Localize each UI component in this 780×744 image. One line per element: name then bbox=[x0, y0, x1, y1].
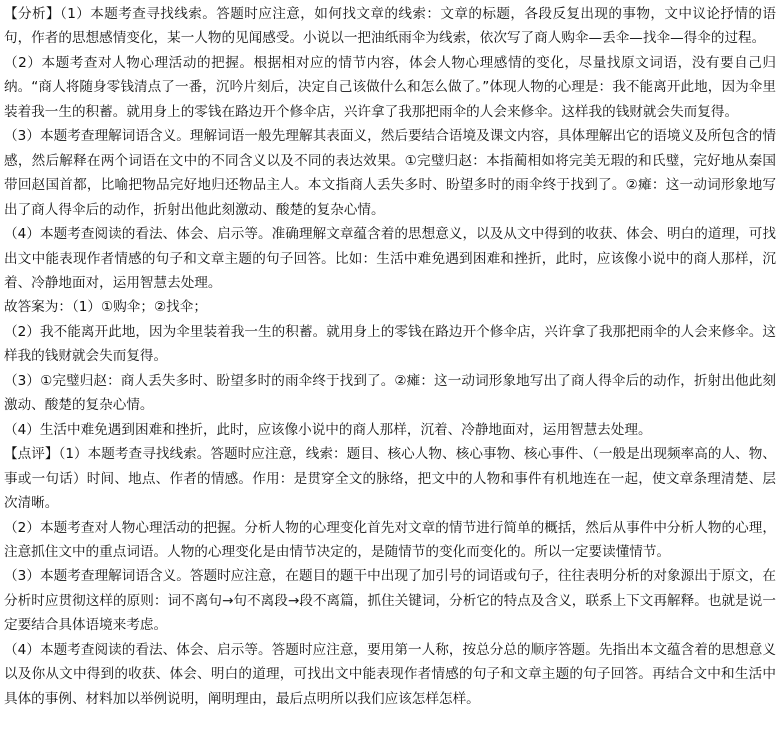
answer-paragraph-1: 故答案为：（1）①购伞；②找伞； bbox=[4, 299, 207, 316]
comment-paragraph-1: 【点评】（1）本题考查寻找线索。答题时应注意，线索：题目、核心人物、核心事物、核心事件、（一般是出现频率高的人、物、事或一句话）时间、地点、作者的情感。作用：是贯穿全文的脉络，把文中的人物和事件有机地连在一起，使文章条理清楚、层次清晰。 bbox=[4, 446, 776, 512]
answer-paragraph-4: （4）生活中难免遇到困难和挫折，此时，应该像小说中的商人那样，沉着、冷静地面对，运用智慧去处理。 bbox=[4, 421, 652, 438]
analysis-paragraph-4: （4）本题考查阅读的看法、体会、启示等。准确理解文章蕴含着的思想意义，以及从文中得到的收获、体会、明白的道理，可找出文中能表现作者情感的句子和文章主题的句子回答。比如：生活中难免遇到困难和挫折，此时，应该像小说中的商人那样，沉着、冷静地面对，运用智慧去处理。 bbox=[4, 226, 776, 291]
comment-paragraph-3: （3）本题考查理解词语含义。答题时应注意，在题目的题干中出现了加引号的词语或句子，往往表明分析的对象源出于原文，在分析时应贯彻这样的原则：词不离句→句不离段→段不离篇，抓住关键词，分析它的特点及含义，联系上下文再解释。也就是说一定要结合具体语境来考虑。 bbox=[4, 568, 776, 634]
comment-paragraph-2: （2）本题考查对人物心理活动的把握。分析人物的心理变化首先对文章的情节进行简单的概括，然后从事件中分析人物的心理，注意抓住文中的重点词语。人物的心理变化是由情节决定的，是随情节的变化而变化的。所以一定要读懂情节。 bbox=[4, 519, 776, 560]
analysis-paragraph-1: 【分析】（1）本题考查寻找线索。答题时应注意，如何找文章的线索：文章的标题，各段反复出现的事物，文中议论抒情的语句，作者的思想感情变化，某一人物的见闻感受。小说以一把油纸雨伞为线索，依次写了商人购伞—丢伞—找伞—得伞的过程。 bbox=[4, 6, 776, 47]
analysis-paragraph-3: （3）本题考查理解词语含义。理解词语一般先理解其表面义，然后要结合语境及课文内容，具体理解出它的语境义及所包含的情感，然后解释在两个词语在文中的不同含义以及不同的表达效果。①完璧归赵：本指蔺相如将完美无瑕的和氏璧，完好地从秦国带回赵国首都，比喻把物品完好地归还物品主人。本文指商人丢失多时、盼望多时的雨伞终于找到了。②瘫：这一动词形象地写出了商人得伞后的动作，折射出他此刻激动、酸楚的复杂心情。 bbox=[4, 128, 776, 218]
analysis-paragraph-2: （2）本题考查对人物心理活动的把握。根据相对应的情节内容，体会人物心理感情的变化，尽量找原文词语，没有要自己归纳。“商人将随身零钱清点了一番，沉吟片刻后，决定自己该做什么和怎么做了。”体现人物的心理是：我不能离开此地，因为伞里装着我一生的积蓄。就用身上的零钱在路边开个修伞店，兴许拿了我那把雨伞的人会来修伞。这样我的钱财就会失而复得。 bbox=[4, 54, 776, 120]
comment-paragraph-4: （4）本题考查阅读的看法、体会、启示等。答题时应注意，要用第一人称，按总分总的顺序答题。先指出本文蕴含着的思想意义以及你从文中得到的收获、体会、明白的道理，可找出文中能表现作者情感的句子和文章主题的句子回答。再结合文中和生活中具体的事例、材料加以举例说明，阐明理由，最后点明所以我们应该怎样怎样。 bbox=[4, 641, 776, 707]
answer-paragraph-3: （3）①完璧归赵：商人丢失多时、盼望多时的雨伞终于找到了。②瘫：这一动词形象地写出了商人得伞后的动作，折射出他此刻激动、酸楚的复杂心情。 bbox=[4, 372, 776, 414]
answer-paragraph-2: （2）我不能离开此地，因为伞里装着我一生的积蓄。就用身上的零钱在路边开个修伞店，兴许拿了我那把雨伞的人会来修伞。这样我的钱财就会失而复得。 bbox=[4, 323, 776, 365]
